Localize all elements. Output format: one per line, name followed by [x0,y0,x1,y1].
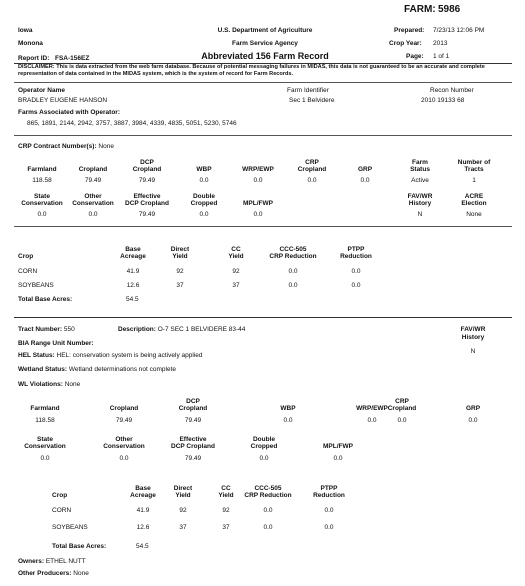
page-label: Page: [406,53,424,60]
crop-cell: CORN [52,507,72,514]
disclaimer-label: DISCLAIMER: [18,64,55,70]
page-value: 1 of 1 [433,53,450,60]
hel-status-value: HEL: conservation system is being actively applied [56,352,203,359]
column-value: 0.0 [360,177,370,184]
tract-fav-value: N [470,348,476,355]
tract-number [18,326,75,333]
disclaimer-text: This is data extracted from the web farm database. Because of potential messaging failures in MIDAS, this data is not guaranteed to be an accurate and complete representation of data contained in the MIDAS system, which is the system of record for Farm Records. [18,64,485,77]
crop-cell: 12.6 [126,282,140,289]
crop-year-value: 2013 [433,40,448,47]
column-value: 0.0 [88,211,98,218]
report-id: FSA-156EZ [55,55,90,62]
column-value: 0.0 [253,177,263,184]
crop-cell: 0.0 [263,507,273,514]
hel-status [18,352,203,359]
operator-name: BRADLEY EUGENE HANSON [18,97,108,104]
owners [18,558,86,565]
operator-divider [14,135,512,136]
wl-violations [18,381,80,388]
crop-column-header: Base Acreage [120,245,146,261]
wetland-status [18,366,176,373]
column-header: Other Conservation [103,435,145,451]
column-header: Cropland [109,405,139,413]
column-header: Effective DCP Cropland [171,435,215,451]
associated-farms: 865, 1891, 2144, 2942, 3757, 3887, 3984, 4339, 4835, 5051, 5230, 5746 [27,120,237,127]
agency-line1: U.S. Department of Agriculture [217,27,313,34]
column-header: GRP [357,166,373,174]
disclaimer [18,64,508,78]
crop-cell: CORN [18,268,38,275]
crop-cell: 37 [222,524,230,531]
other-producers-label: Other Producers: [18,570,72,577]
column-value: 79.49 [84,177,102,184]
crop-column-header: Base Acreage [130,484,156,500]
agency-line2: Farm Service Agency [232,40,298,47]
column-header: FAV/WR History [407,192,433,208]
column-header: WBP [280,405,296,413]
crop-cell: 0.0 [288,268,298,275]
crop-cell: 0.0 [324,524,334,531]
column-header: DCP Cropland [132,158,162,174]
column-value: 0.0 [468,417,478,424]
crop-cell: 92 [222,507,230,514]
crop-cell: 0.0 [324,507,334,514]
farm-number: 5986 [438,4,461,15]
report-id-label: Report ID: [18,55,50,62]
column-value: 0.0 [283,417,293,424]
crop-column-header: CCC-505 CRP Reduction [244,484,292,500]
other-producers [18,570,89,577]
crop-cell: 37 [232,282,240,289]
column-header: ACRE Election [461,192,487,208]
crop-cell: 92 [232,268,240,275]
tract-number-label: Tract Number: [18,326,63,333]
crop-cell: SOYBEANS [52,524,88,531]
wetland-status-label: Wetland Status: [18,366,67,373]
column-value: 0.0 [307,177,317,184]
crop-cell: 92 [176,268,184,275]
farm-identifier-label: Farm Identifier [287,87,329,94]
column-header: Other Conservation [72,192,114,208]
column-header: Farmland [27,166,57,174]
column-header: State Conservation [24,435,66,451]
wl-violations-value: None [64,381,81,388]
column-header: MPL/FWP [243,200,273,208]
column-value: 79.49 [138,177,156,184]
column-header: Number of Tracts [457,158,491,174]
county: Monona [18,40,43,47]
page-title: Abbreviated 156 Farm Record [201,51,329,61]
column-value: 0.0 [119,455,129,462]
column-header: CRP Cropland [297,158,327,174]
wl-violations-label: WL Violations: [18,381,63,388]
crop-column-header: CC Yield [218,484,234,500]
crop-cell: 0.0 [351,268,361,275]
farm-label: FARM: [404,4,436,15]
recon-number-label: Recon Number [430,87,474,94]
crp-contracts-label: CRP Contract Number(s): [18,143,97,150]
tract-divider [14,317,512,318]
crop-column-header: CC Yield [228,245,244,261]
column-value: 0.0 [259,455,269,462]
farm-table-divider [14,226,512,227]
crop-year-label: Crop Year: [389,40,422,47]
column-header: CRP Cropland [387,397,417,413]
disclaimer-divider [14,82,512,83]
crp-contracts [18,143,114,150]
column-header: Effective DCP Cropland [125,192,169,208]
column-value: 0.0 [253,211,263,218]
column-value: 79.49 [138,211,156,218]
column-value: None [466,211,482,218]
crop-column-header: CCC-505 CRP Reduction [269,245,317,261]
state: Iowa [18,27,33,34]
crop-column-header: Crop [52,492,68,500]
crop-column-header: Direct Yield [170,245,190,261]
crop-column-header: Direct Yield [173,484,193,500]
crop-column-header: PTPP Reduction [313,484,345,500]
tract-description-label: Description: [118,326,156,333]
tract-fav-label: FAV/WR History [460,326,486,341]
crop-cell: SOYBEANS [18,282,54,289]
other-producers-value: None [73,570,89,577]
column-header: Farm Status [410,158,430,174]
prepared-label: Prepared: [394,27,425,34]
tract-total-base-value: 54.5 [136,543,149,550]
column-header: MPL/FWP [323,443,353,451]
crp-contracts-value: None [98,143,114,150]
bia-label: BIA Range Unit Number: [18,340,94,347]
column-value: 118.58 [35,417,55,424]
tract-description-value: O-7 SEC 1 BELVIDERE 83-44 [157,326,246,333]
tract-description [118,326,245,333]
column-header: WRP/EWP [242,166,274,174]
column-value: 0.0 [199,177,209,184]
farm-identifier: Sec 1 Belvidere [289,97,335,104]
column-header: Double Cropped [190,192,218,208]
column-header: WRP/EWP [356,405,388,413]
crop-cell: 12.6 [136,524,150,531]
column-value: 79.49 [184,417,202,424]
column-value: 0.0 [40,455,50,462]
column-value: N [417,211,423,218]
owners-label: Owners: [18,558,45,565]
column-value: 1 [472,177,476,184]
column-value: 79.49 [115,417,133,424]
crop-column-header: PTPP Reduction [340,245,372,261]
column-value: 0.0 [367,417,377,424]
operator-name-label: Operator Name [18,87,65,94]
column-value: 0.0 [333,455,343,462]
hel-status-label: HEL Status: [18,352,55,359]
farm-total-base-label: Total Base Acres: [18,296,73,303]
column-header: WBP [196,166,212,174]
owners-value: ETHEL NUTT [45,558,86,565]
associated-farms-label: Farms Associated with Operator: [18,109,120,116]
column-value: 118.58 [32,177,52,184]
crop-cell: 41.9 [136,507,150,514]
column-value: Active [411,177,429,184]
crop-cell: 92 [179,507,187,514]
crop-column-header: Crop [18,253,34,261]
tract-total-base-label: Total Base Acres: [52,543,107,550]
column-value: 79.49 [184,455,202,462]
prepared-value: 7/23/13 12:06 PM [433,27,485,34]
column-header: State Conservation [21,192,63,208]
column-header: Cropland [78,166,108,174]
crop-cell: 37 [179,524,187,531]
column-header: GRP [465,405,481,413]
column-header: DCP Cropland [178,397,208,413]
wetland-status-value: Wetland determinations not complete [68,366,177,373]
column-value: 0.0 [199,211,209,218]
column-value: 0.0 [37,211,47,218]
column-header: Farmland [30,405,60,413]
crop-cell: 41.9 [126,268,140,275]
crop-cell: 37 [176,282,184,289]
recon-number: 2010 19133 68 [421,97,465,104]
farm-total-base-value: 54.5 [126,296,139,303]
column-value: 0.0 [397,417,407,424]
tract-number-value: 550 [63,326,75,333]
crop-cell: 0.0 [288,282,298,289]
column-header: Double Cropped [250,435,278,451]
crop-cell: 0.0 [263,524,273,531]
crop-cell: 0.0 [351,282,361,289]
